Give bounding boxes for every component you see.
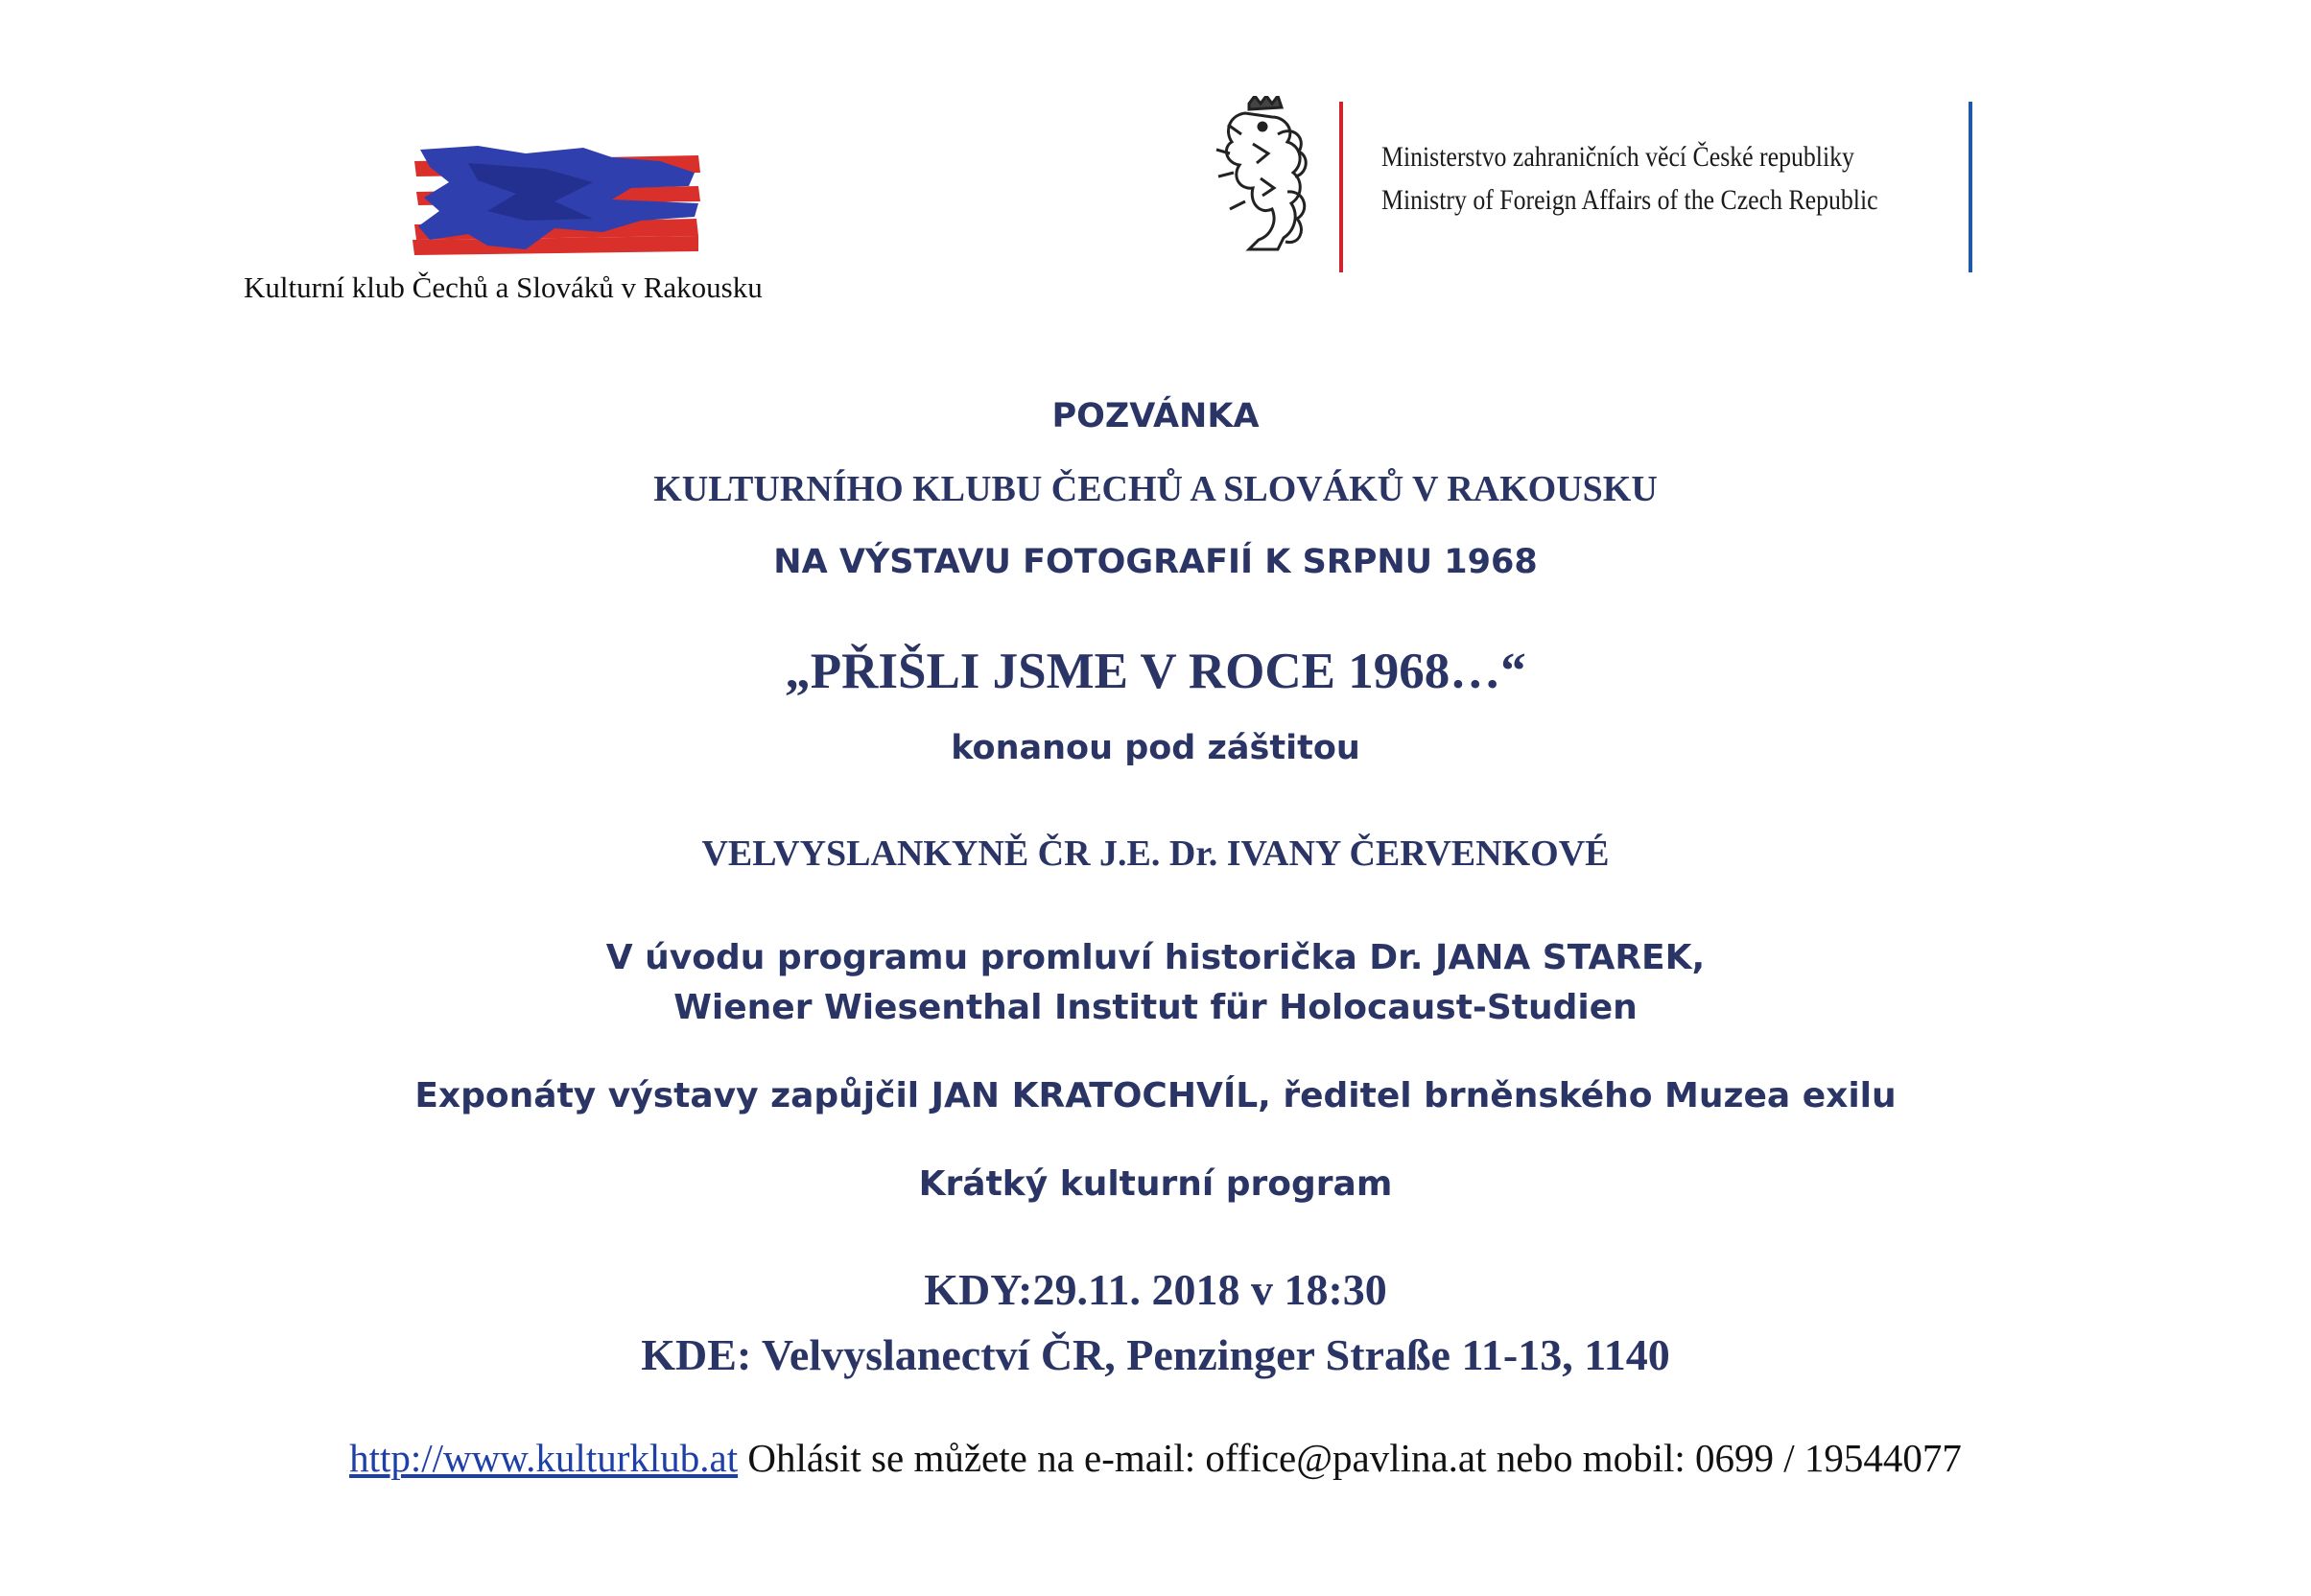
contact-text: Ohlásit se můžete na e-mail: office@pavlina.at nebo mobil: 0699 / 19544077 [738,1436,1962,1480]
ministry-name-en: Ministry of Foreign Affairs of the Czech Republic [1381,184,1878,216]
ambassador-line: VELVYSLANKYNĚ ČR J.E. Dr. IVANY ČERVENKOVÉ [701,833,1610,874]
speaker-institute-line: Wiener Wiesenthal Institut für Holocaust-Studien [673,988,1638,1027]
exhibits-line: Exponáty výstavy zapůjčil JAN KRATOCHVÍL, ředitel brněnského Muzea exilu [414,1076,1897,1115]
red-divider [1339,102,1343,272]
club-name: Kulturní klub Čechů a Slováků v Rakousku [244,270,763,304]
blue-divider [1969,102,1972,272]
exhibition-heading: NA VÝSTAVU FOTOGRAFIÍ K SRPNU 1968 [773,543,1538,581]
invitation-title: POZVÁNKA [1051,397,1260,435]
czech-lion-icon [1211,96,1316,254]
club-logo [411,144,706,259]
patronage-line: konanou pod záštitou [951,729,1360,767]
ministry-name-cz: Ministerstvo zahraničních věcí České republiky [1381,141,1854,173]
event-date: KDY:29.11. 2018 v 18:30 [924,1265,1387,1314]
exhibition-name: „PŘIŠLI JSME V ROCE 1968…“ [785,644,1526,699]
contact-line [0,1435,2311,1481]
program-line: Krátký kulturní program [918,1164,1393,1204]
club-heading: KULTURNÍHO KLUBU ČECHŮ A SLOVÁKŮ V RAKOUSKU [653,469,1658,509]
speaker-line: V úvodu programu promluví historička Dr. JANA STAREK, [605,938,1706,977]
event-location: KDE: Velvyslanectví ČR, Penzinger Straße 11-13, 1140 [641,1330,1670,1379]
website-link[interactable]: http://www.kulturklub.at [349,1436,739,1480]
